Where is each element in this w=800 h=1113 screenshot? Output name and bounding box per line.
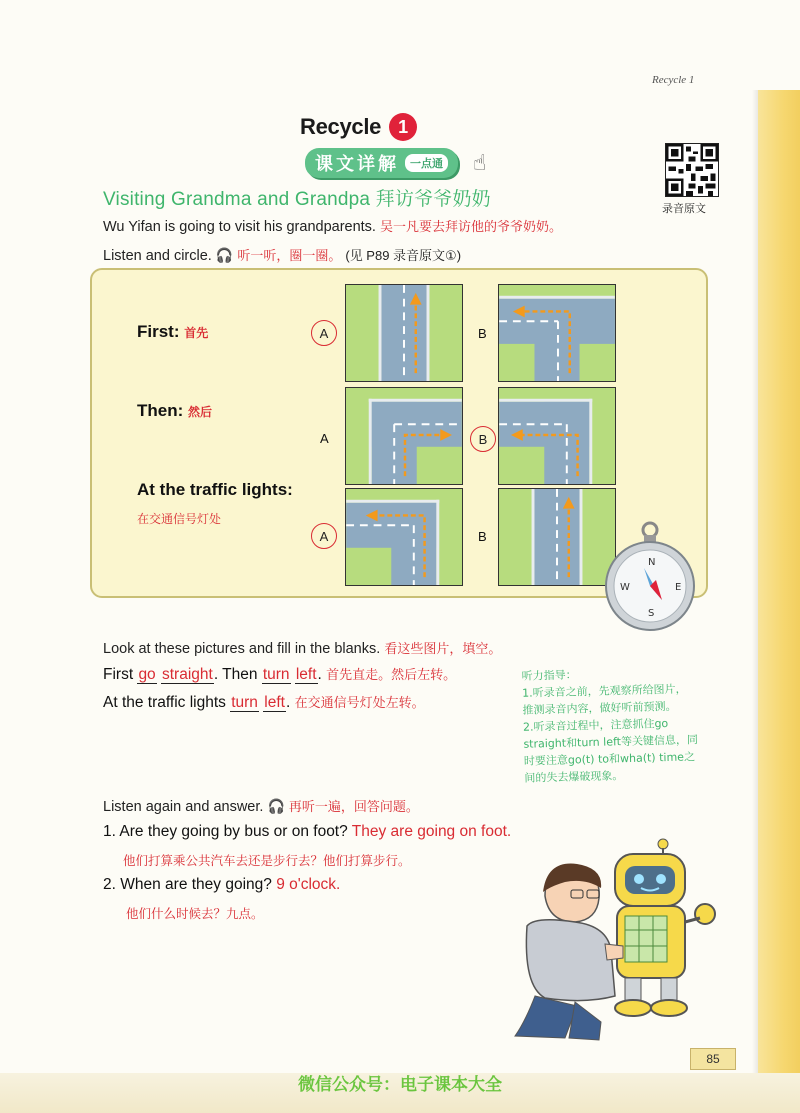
intro-en: Wu Yifan is going to visit his grandparents. — [103, 219, 376, 235]
tip-line: straight和turn left等关键信息，同 — [523, 733, 699, 751]
fill2-cn: 在交通信号灯处左转。 — [294, 696, 425, 711]
section-tag — [305, 148, 458, 178]
q2-number: 2. — [103, 876, 116, 893]
compass-n: N — [648, 557, 656, 568]
compass-e: E — [675, 582, 682, 593]
instruction-listen-answer — [103, 796, 419, 815]
question-2 — [103, 876, 340, 894]
compass-w: W — [620, 582, 630, 593]
question-1 — [103, 823, 511, 841]
option-first-b[interactable]: B — [478, 326, 487, 341]
option-first-a[interactable] — [311, 320, 337, 346]
fill2-text: At the traffic lights — [103, 694, 231, 711]
page-title — [300, 110, 500, 144]
tip-line: 时要注意go(t) to和wha(t) time之 — [523, 750, 696, 768]
road-traffic-a — [345, 488, 463, 586]
listening-tip-note — [521, 662, 734, 786]
road-first-b — [498, 284, 616, 382]
instruction1-cn: 听一听，圈一圈。 — [237, 249, 342, 264]
q1-question: Are they going by bus or on foot? — [119, 823, 348, 840]
blank-turn-2[interactable]: turn — [231, 694, 258, 711]
fill-sentence-1 — [103, 664, 456, 684]
page-number: 85 — [690, 1048, 736, 1070]
option-then-a[interactable]: A — [320, 431, 329, 446]
q1-cn: 他们打算乘公共汽车去还是步行去？他们打算步行。 — [123, 853, 411, 868]
fill1-cn: 首先直走。然后左转。 — [326, 668, 457, 683]
fill-sentence-2 — [103, 692, 425, 712]
section-tag-sub: 一点通 — [405, 154, 448, 172]
tip-line: 间的失去爆破现象。 — [524, 769, 624, 785]
qr-caption: 录音原文 — [662, 203, 706, 215]
intro-cn: 吴一凡要去拜访他的爷爷奶奶。 — [380, 220, 563, 235]
blank-straight[interactable]: straight — [162, 666, 213, 683]
instruction3-cn: 再听一遍，回答问题。 — [288, 800, 419, 815]
title-badge: 1 — [389, 113, 417, 141]
row-then-label — [137, 401, 212, 421]
boy-robot-illustration — [505, 826, 735, 1042]
headphones-icon: 🎧 — [267, 798, 285, 814]
compass-s: S — [648, 608, 655, 619]
footer-watermark: 微信公众号：电子课本大全 — [298, 1075, 502, 1094]
qr-code-icon[interactable] — [665, 143, 719, 197]
row-traffic-label: At the traffic lights: — [137, 480, 293, 499]
page-edge — [758, 90, 800, 1113]
row-traffic-cn: 在交通信号灯处 — [137, 512, 222, 526]
option-letter: A — [319, 528, 329, 544]
tip-line: 2.听录音过程中，注意抓住go — [522, 716, 669, 734]
fill2-text: . — [285, 694, 291, 711]
blank-go[interactable]: go — [138, 666, 156, 683]
q2-question: When are they going? — [120, 876, 272, 893]
instruction1-ref: (见 P89 录音原文①) — [345, 248, 462, 263]
row-first-label — [137, 322, 208, 342]
road-first-a — [345, 284, 463, 382]
fill1-text: First — [103, 666, 138, 683]
row-first-en: First: — [137, 322, 180, 341]
option-letter: A — [319, 325, 329, 341]
road-traffic-b — [498, 488, 616, 586]
q1-answer: They are going on foot. — [351, 823, 512, 840]
fill1-text: . — [317, 666, 322, 683]
instruction-listen-circle — [103, 245, 461, 264]
instruction2-en: Look at these pictures and fill in the blanks. — [103, 641, 381, 657]
compass-icon — [604, 520, 696, 632]
blank-left[interactable]: left — [295, 666, 317, 683]
row-first-cn: 首先 — [184, 326, 209, 340]
instruction3-en: Listen again and answer. — [103, 799, 264, 815]
title-text: Recycle — [300, 114, 382, 139]
row-then-cn: 然后 — [188, 405, 213, 419]
section-tag-main: 课文详解 — [315, 154, 399, 174]
running-head: Recycle 1 — [652, 74, 695, 86]
lesson-heading: Visiting Grandma and Grandpa 拜访爷爷奶奶 — [103, 189, 491, 210]
instruction-fill-blanks — [103, 638, 501, 657]
fill1-text: . Then — [213, 666, 262, 683]
option-traffic-b[interactable]: B — [478, 529, 487, 544]
option-traffic-a[interactable] — [311, 523, 337, 549]
q2-cn: 他们什么时候去？九点。 — [126, 906, 264, 921]
pointing-hand-icon: ☝ — [473, 150, 487, 175]
tip-line: 1.听录音之前，先观察所给图片， — [521, 682, 687, 700]
row-then-en: Then: — [137, 401, 184, 420]
intro-line — [103, 216, 562, 235]
option-letter: B — [478, 431, 488, 447]
tip-title: 听力指导： — [521, 668, 577, 683]
tip-line: 推测录音内容，做好听前预测。 — [522, 699, 677, 717]
q2-answer: 9 o'clock. — [276, 876, 341, 893]
q1-number: 1. — [103, 823, 116, 840]
instruction1-en: Listen and circle. — [103, 248, 212, 264]
option-then-b[interactable] — [470, 426, 496, 452]
headphones-icon: 🎧 — [215, 247, 234, 263]
road-then-b — [498, 387, 616, 485]
blank-turn[interactable]: turn — [262, 666, 290, 683]
blank-left-2[interactable]: left — [264, 694, 285, 711]
road-then-a — [345, 387, 463, 485]
instruction2-cn: 看这些图片，填空。 — [384, 642, 502, 657]
